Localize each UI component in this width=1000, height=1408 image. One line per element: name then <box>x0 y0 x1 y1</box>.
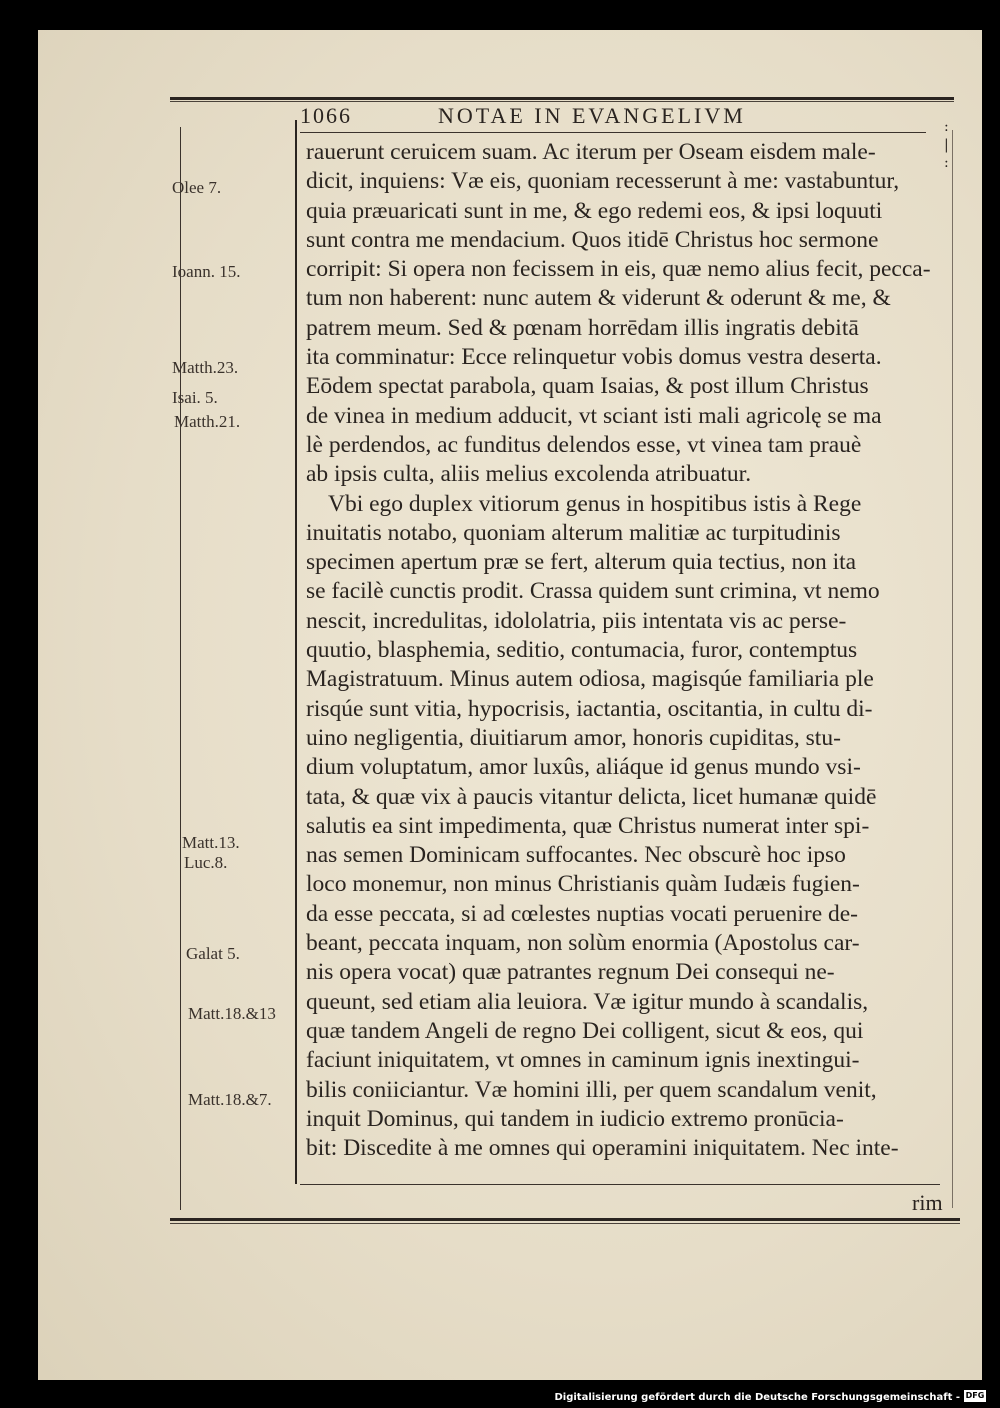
text-frame-bottom <box>300 1184 940 1185</box>
body-text <box>306 138 946 1163</box>
text-line: queunt, sed etiam alia leuiora. Væ igitur mundo à scandalis, <box>306 988 869 1015</box>
text-line: specimen apertum præ se fert, alterum quia tectius, non ita <box>306 549 857 576</box>
text-line: ita comminatur: Ecce relinquetur vobis domus vestra deserta. <box>306 344 882 371</box>
margin-note: Matth.23. <box>172 358 239 377</box>
text-line: inuitatis notabo, quoniam alterum malitiæ ac turpitudinis <box>306 519 841 546</box>
running-title: NOTAE IN EVANGELIVM <box>438 103 746 128</box>
text-line: dicit, inquiens: Væ eis, quoniam recesserunt à me: vastabuntur, <box>306 168 900 195</box>
text-line: ab ipsis culta, aliis melius excolenda atribuatur. <box>306 461 752 488</box>
text-line: nis opera vocat) quæ patrantes regnum Dei consequi ne- <box>306 959 835 986</box>
text-line: Magistratuum. Minus autem odiosa, magisqúe familiaria ple <box>306 666 874 693</box>
text-line: quia præuaricati sunt in me, & ego redemi eos, & ipsi loquuti <box>306 197 883 224</box>
edge-marks: : | : <box>944 119 949 171</box>
text-line: Vbi ego duplex vitiorum genus in hospitibus istis à Rege <box>328 490 862 517</box>
footer-rule <box>170 1218 960 1221</box>
text-line: faciunt iniquitatem, vt omnes in caminum ignis inextingui- <box>306 1047 860 1074</box>
text-line: Eōdem spectat parabola, quam Isaias, & post illum Christus <box>306 373 869 400</box>
text-line: corripit: Si opera non fecissem in eis, quæ nemo alius fecit, pecca- <box>306 256 931 283</box>
text-line: uino negligentia, diuitiarum amor, honoris cupiditas, stu- <box>306 724 841 751</box>
text-line: rauerunt ceruicem suam. Ac iterum per Oseam eisdem male- <box>306 139 876 165</box>
margin-note: Matt.13. <box>182 833 240 852</box>
margin-note: Matt.18.&13 <box>188 1004 276 1023</box>
text-line: dium voluptatum, amor luxûs, aliáque id genus mundo vsi- <box>306 754 861 781</box>
text-line: inquit Dominus, qui tandem in iudicio extremo pronūcia- <box>306 1105 844 1132</box>
dfg-logo: DFG <box>965 1391 985 1400</box>
text-line: salutis ea sint impedimenta, quæ Christus numerat inter spi- <box>306 812 870 839</box>
catchword: rim <box>912 1190 943 1215</box>
text-line: bilis coniiciantur. Væ homini illi, per quem scandalum venit, <box>306 1076 877 1103</box>
margin-note: Matt.18.&7. <box>188 1090 272 1109</box>
footer-rule-thin <box>170 1223 960 1224</box>
text-line: sunt contra me mendacium. Quos itidē Christus hoc sermone <box>306 226 879 253</box>
margin-note: Luc.8. <box>184 853 228 872</box>
margin-note: Galat 5. <box>186 944 240 963</box>
text-line: nescit, incredulitas, idololatria, piis intentata vis ac perse- <box>306 607 847 634</box>
margin-frame-left <box>180 127 181 1210</box>
margin-note: Isai. 5. <box>172 388 218 407</box>
page-number: 1066 <box>300 103 352 128</box>
margin-note: Matth.21. <box>174 412 241 431</box>
margin-note: Olee 7. <box>172 178 222 197</box>
text-line: tata, & quæ vix à paucis vitantur delicta, licet humanæ quidē <box>306 783 877 810</box>
text-line: lè perdendos, ac funditus delendos esse, vt vinea tam prauè <box>306 431 862 458</box>
margin-note: Ioann. 15. <box>172 262 241 281</box>
text-line: da esse peccata, si ad cœlestes nuptias vocati peruenire de- <box>306 900 859 927</box>
text-frame-right <box>952 130 953 1208</box>
text-line: nas semen Dominicam suffocantes. Nec obscurè hoc ipso <box>306 842 846 869</box>
text-frame-top <box>300 132 926 133</box>
header-rule <box>170 97 954 100</box>
text-line: beant, peccata inquam, non solùm enormia (Apostolus car- <box>306 930 860 957</box>
text-line: risqúe sunt vitia, hypocrisis, iactantia, oscitantia, in cultu di- <box>306 695 873 722</box>
text-line: patrem meum. Sed & pœnam horrēdam illis ingratis debitā <box>306 314 859 341</box>
text-line: quutio, blasphemia, seditio, contumacia, furor, contemptus <box>306 637 858 664</box>
text-line: loco monemur, non minus Christianis quàm Iudæis fugien- <box>306 871 860 898</box>
footer-credit: Digitalisierung gefördert durch die Deutsche Forschungsgemeinschaft - <box>554 1392 960 1403</box>
text-line: de vinea in medium adducit, vt sciant isti mali agricolę se ma <box>306 402 882 429</box>
text-line: bit: Discedite à me omnes qui operamini iniquitatem. Nec inte- <box>306 1135 899 1162</box>
text-line: tum non haberent: nunc autem & viderunt & oderunt & me, & <box>306 285 891 312</box>
text-line: quæ tandem Angeli de regno Dei colligent, sicut & eos, qui <box>306 1017 864 1044</box>
text-line: se facilè cunctis prodit. Crassa quidem sunt crimina, vt nemo <box>306 578 880 605</box>
margin-divider <box>295 120 297 1184</box>
header-rule-thin <box>170 101 954 102</box>
